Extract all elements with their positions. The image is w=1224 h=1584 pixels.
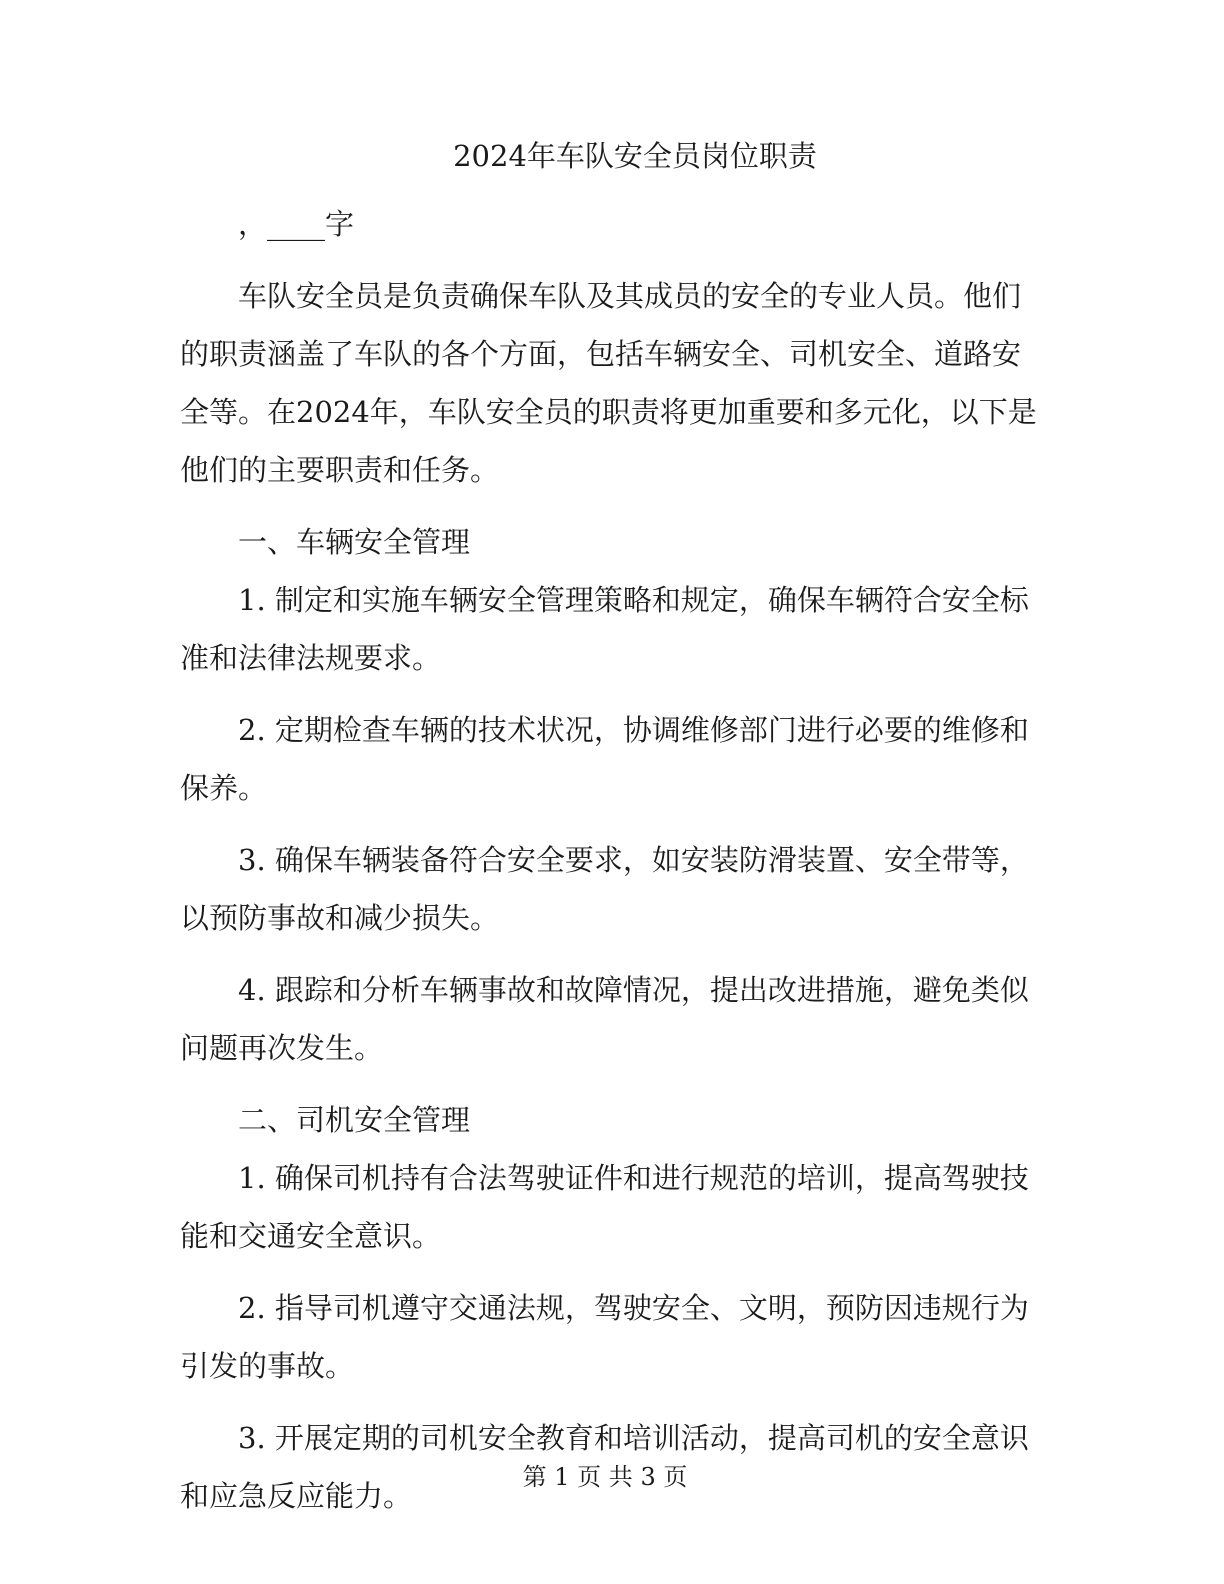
list-item: 1. 制定和实施车辆安全管理策略和规定，确保车辆符合安全标准和法律法规要求。: [180, 583, 1029, 675]
section-heading-vehicle-safety: 一、车辆安全管理: [238, 525, 471, 559]
list-item: 3. 确保车辆装备符合安全要求，如安装防滑装置、安全带等，以预防事故和减少损失。: [180, 843, 1029, 935]
document-body: [180, 195, 1040, 1539]
page-footer: 第 1 页 共 3 页: [522, 1463, 688, 1491]
section-heading-driver-safety: 二、司机安全管理: [238, 1103, 471, 1137]
list-item: 4. 跟踪和分析车辆事故和故障情况，提出改进措施，避免类似问题再次发生。: [180, 973, 1029, 1065]
list-item: 2. 定期检查车辆的技术状况，协调维修部门进行必要的维修和保养。: [180, 713, 1029, 805]
word-count-line: ，____字: [238, 207, 355, 241]
list-item: 3. 开展定期的司机安全教育和培训活动，提高司机的安全意识和应急反应能力。: [180, 1421, 1029, 1513]
intro-paragraph: 车队安全员是负责确保车队及其成员的安全的专业人员。他们的职责涵盖了车队的各个方面，包括车辆安全、司机安全、道路安全等。在2024年，车队安全员的职责将更加重要和多元化，以下是他们的主要职责和任务。: [180, 279, 1037, 487]
document-title: 2024年车队安全员岗位职责: [453, 139, 817, 173]
list-item: 1. 确保司机持有合法驾驶证件和进行规范的培训，提高驾驶技能和交通安全意识。: [180, 1161, 1029, 1253]
list-item: 2. 指导司机遵守交通法规，驾驶安全、文明，预防因违规行为引发的事故。: [180, 1291, 1029, 1383]
